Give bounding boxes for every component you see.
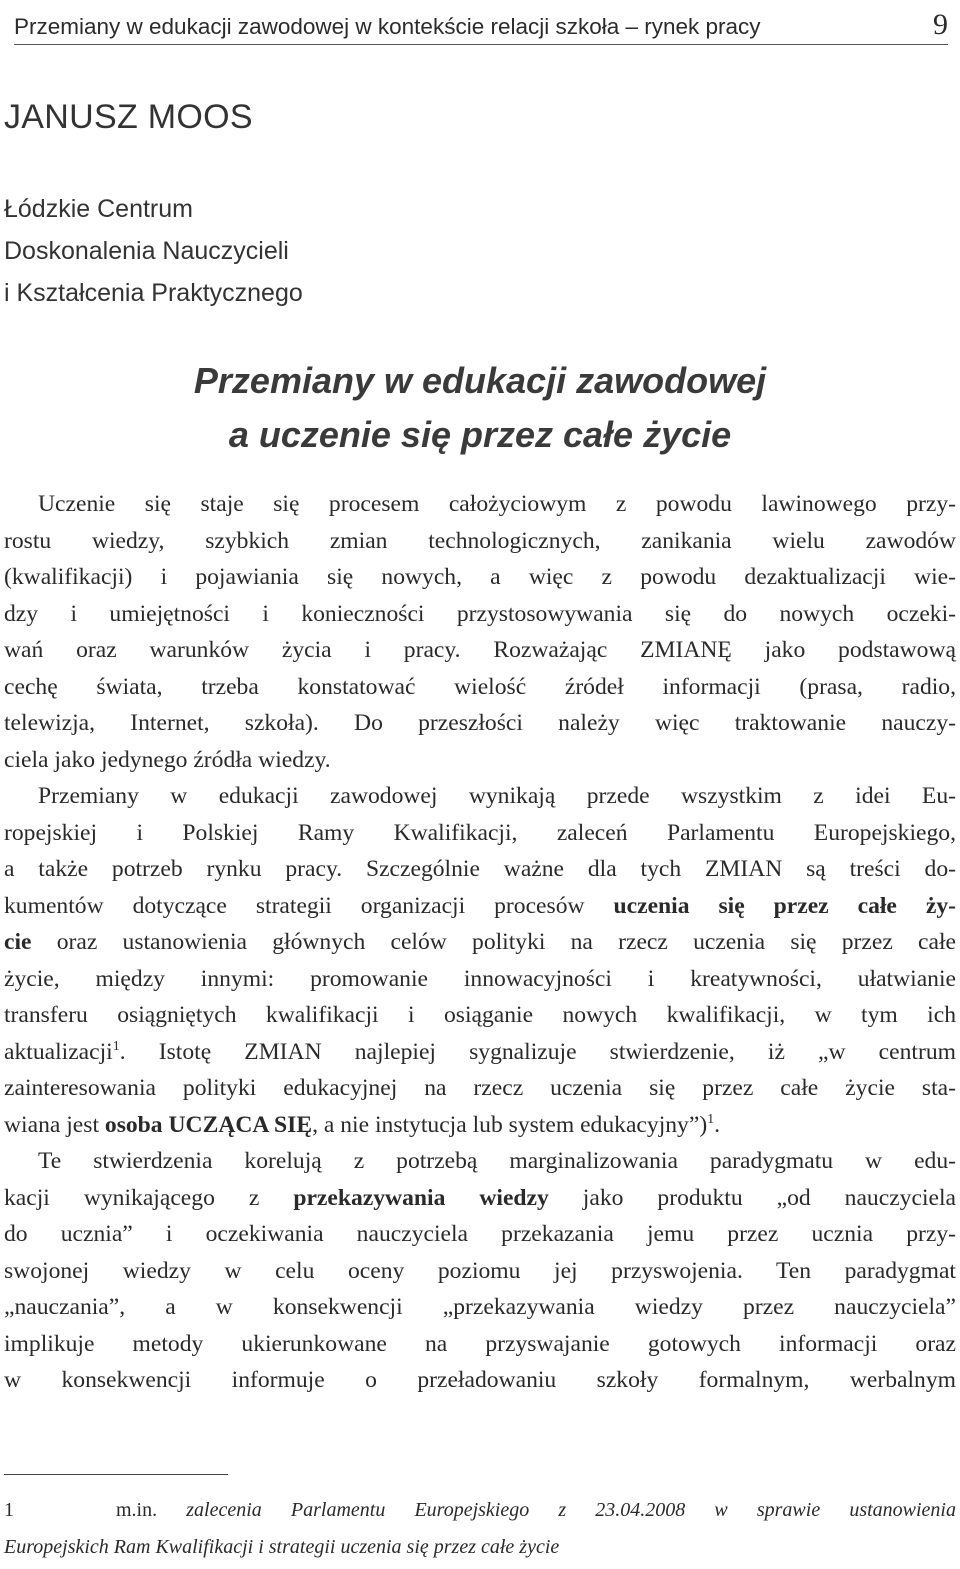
emphasis-text: osoba UCZĄCA SIĘ <box>105 1112 312 1138</box>
footnote <box>4 1496 956 1569</box>
body-line <box>4 924 956 961</box>
body-line: implikuje metody ukierunkowane na przyswajanie gotowych informacji oraz <box>4 1326 956 1363</box>
body-line: cechę świata, trzeba konstatować wielość źródeł informacji (prasa, radio, <box>4 669 956 706</box>
affiliation-line: Łódzkie Centrum <box>4 188 303 230</box>
footnote-ref[interactable]: 1 <box>113 1039 120 1054</box>
body-text-run: , a nie instytucja lub system edukacyjny”) <box>312 1112 707 1138</box>
body-line: do ucznia” i oczekiwania nauczyciela przekazania jemu przez ucznia przy- <box>4 1216 956 1253</box>
body-text-run: wiana jest <box>4 1112 105 1138</box>
body-text-run: oraz ustanowienia głównych celów polityki na rzecz uczenia się przez całe <box>32 929 957 955</box>
footnote-divider <box>4 1474 228 1475</box>
author-name: JANUSZ MOOS <box>4 98 253 137</box>
body-line: dzy i umiejętności i konieczności przystosowywania się do nowych oczeki- <box>4 596 956 633</box>
author-affiliation <box>4 188 303 314</box>
footnote-text: zalecenia Parlamentu Europejskiego z 23.04.2008 w sprawie ustanowienia <box>186 1499 956 1521</box>
body-line: „nauczania”, a w konsekwencji „przekazywania wiedzy przez nauczyciela” <box>4 1289 956 1326</box>
footnote-line <box>4 1496 956 1533</box>
body-line <box>4 1034 956 1071</box>
emphasis-text: przekazywania wiedzy <box>293 1185 548 1211</box>
footnote-text: Europejskich Ram Kwalifikacji i strategii uczenia się przez całe życie <box>4 1536 559 1558</box>
body-text-run: kacji wynikającego z <box>4 1185 293 1211</box>
body-text <box>4 486 956 1399</box>
body-text-run: aktualizacji <box>4 1039 113 1065</box>
body-line: (kwalifikacji) i pojawiania się nowych, a więc z powodu dezaktualizacji wie- <box>4 559 956 596</box>
body-line: ciela jako jedynego źródła wiedzy. <box>4 742 956 779</box>
body-line <box>4 1107 956 1144</box>
body-line: ropejskiej i Polskiej Ramy Kwalifikacji, zaleceń Parlamentu Europejskiego, <box>4 815 956 852</box>
footnote-ref[interactable]: 1 <box>707 1112 714 1127</box>
running-title: Przemiany w edukacji zawodowej w kontekście relacji szkoła – rynek pracy <box>14 14 761 40</box>
body-line <box>4 1180 956 1217</box>
body-line: w konsekwencji informuje o przeładowaniu szkoły formalnym, werbalnym <box>4 1362 956 1399</box>
body-line: telewizja, Internet, szkoła). Do przeszłości należy więc traktowanie nauczy- <box>4 705 956 742</box>
title-line: Przemiany w edukacji zawodowej <box>0 354 960 408</box>
emphasis-text: cie <box>4 929 32 955</box>
body-line: wań oraz warunków życia i pracy. Rozważając ZMIANĘ jako podstawową <box>4 632 956 669</box>
body-line: życie, między innymi: promowanie innowacyjności i kreatywności, ułatwianie <box>4 961 956 998</box>
title-line: a uczenie się przez całe życie <box>0 408 960 462</box>
footnote-number: 1 <box>4 1496 116 1525</box>
body-line: swojonej wiedzy w celu oceny poziomu jej przyswojenia. Ten paradygmat <box>4 1253 956 1290</box>
body-line: a także potrzeb rynku pracy. Szczególnie ważne dla tych ZMIAN są treści do- <box>4 851 956 888</box>
running-header <box>14 10 948 45</box>
affiliation-line: Doskonalenia Nauczycieli <box>4 230 303 272</box>
body-text-run: jako produktu „od nauczyciela <box>549 1185 956 1211</box>
body-line: transferu osiągniętych kwalifikacji i osiąganie nowych kwalifikacji, w tym ich <box>4 997 956 1034</box>
body-line: Przemiany w edukacji zawodowej wynikają przede wszystkim z idei Eu- <box>4 778 956 815</box>
body-text-run: . Istotę ZMIAN najlepiej sygnalizuje stwierdzenie, iż „w centrum <box>120 1039 956 1065</box>
body-text-run: . <box>714 1112 720 1138</box>
article-title <box>0 354 960 462</box>
body-line: Uczenie się staje się procesem całożyciowym z powodu lawinowego przy- <box>4 486 956 523</box>
page-number: 9 <box>933 8 948 42</box>
body-line <box>4 888 956 925</box>
body-text-run: kumentów dotyczące strategii organizacji procesów <box>4 893 614 919</box>
footnote-prefix: m.in. <box>116 1499 186 1521</box>
body-line: Te stwierdzenia korelują z potrzebą marginalizowania paradygmatu w edu- <box>4 1143 956 1180</box>
affiliation-line: i Kształcenia Praktycznego <box>4 272 303 314</box>
body-line: zainteresowania polityki edukacyjnej na rzecz uczenia się przez całe życie sta- <box>4 1070 956 1107</box>
body-line: rostu wiedzy, szybkich zmian technologicznych, zanikania wielu zawodów <box>4 523 956 560</box>
emphasis-text: uczenia się przez całe ży- <box>614 893 957 919</box>
